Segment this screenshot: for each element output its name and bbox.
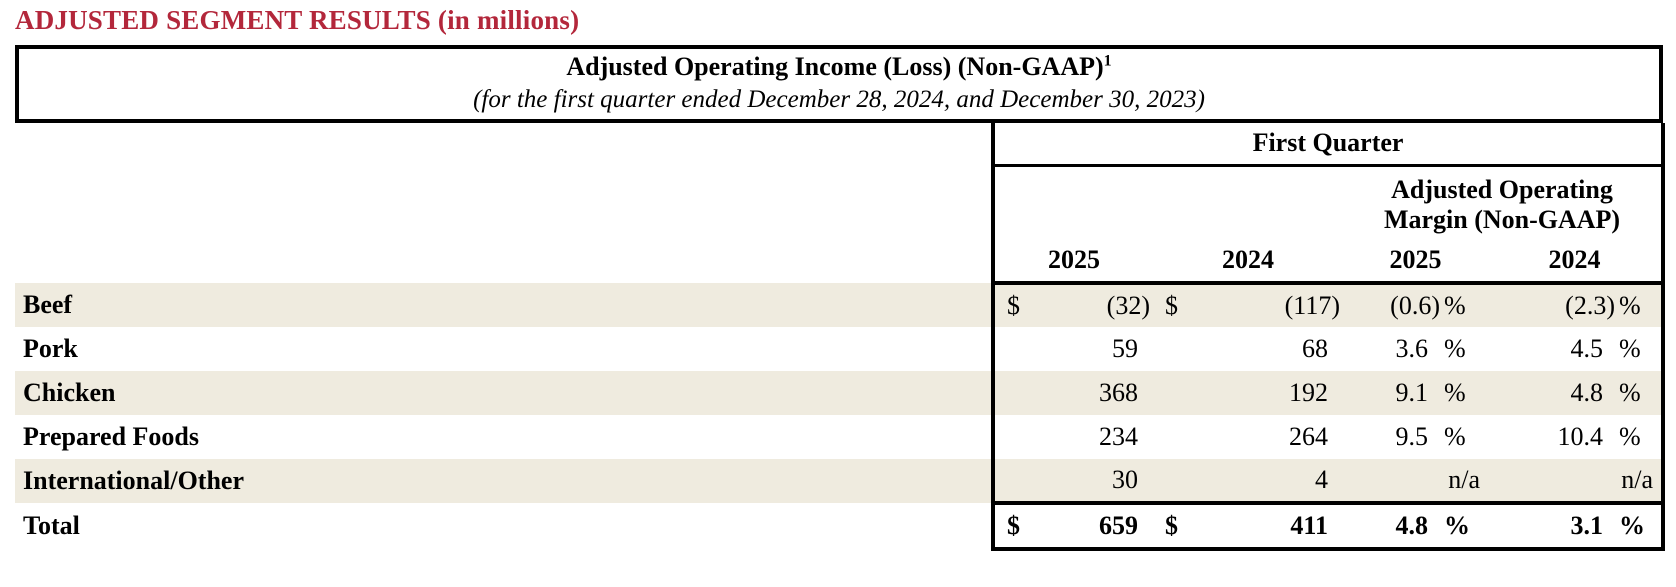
percent-sign: % [1443, 283, 1488, 327]
margin-header-line2: Margin (Non-GAAP) [1383, 205, 1621, 234]
margin-2025-na: n/a [1343, 459, 1488, 503]
dollar-column-spacer [993, 327, 1023, 371]
segment-label: Prepared Foods [23, 422, 199, 451]
table-title [19, 50, 1659, 84]
dollar-column-spacer [1153, 371, 1183, 415]
year-header-income-2024: 2024 [1153, 237, 1343, 283]
margin-2025-value: 9.5 [1395, 422, 1428, 451]
header-left-spacer [15, 165, 993, 237]
dollar-column-spacer [1153, 415, 1183, 459]
margin-2024-value: 4.5 [1570, 334, 1603, 363]
income-2024-value: (117) [1183, 283, 1343, 327]
table-subtitle: (for the first quarter ended December 28, 2024, and December 30, 2023) [473, 86, 1205, 113]
margin-2025-value: (0.6) [1343, 283, 1443, 327]
margin-2025-value: 4.8 [1343, 503, 1443, 549]
table-title-text: Adjusted Operating Income (Loss) (Non-GAAP) [566, 52, 1104, 81]
margin-2025-value: 9.1 [1343, 371, 1443, 415]
dollar-column-spacer [993, 371, 1023, 415]
income-2025-value: 234 [1099, 422, 1138, 451]
percent-sign: % [1618, 327, 1663, 371]
income-2025-value: (32) [1023, 283, 1153, 327]
segment-label: Beef [15, 283, 993, 327]
income-2025-value: 59 [1112, 334, 1138, 363]
percent-sign: % [1443, 371, 1488, 415]
header-left-spacer [15, 237, 993, 283]
margin-2024-na: n/a [1488, 459, 1663, 503]
income-2025-value: 30 [1023, 459, 1153, 503]
dollar-sign: $ [993, 503, 1023, 549]
header-left-spacer [15, 123, 993, 165]
margin-2024-value: (2.3) [1488, 283, 1618, 327]
page-title: ADJUSTED SEGMENT RESULTS (in millions) [15, 5, 580, 35]
dollar-column-spacer [993, 415, 1023, 459]
percent-sign: % [1444, 422, 1466, 451]
margin-2024-value: 4.8 [1488, 371, 1618, 415]
margin-2024-value: 10.4 [1557, 422, 1603, 451]
margin-header-spacer [993, 165, 1343, 237]
dollar-sign: $ [993, 283, 1023, 327]
table-row-total [15, 503, 1663, 549]
margin-header-line1: Adjusted Operating [1391, 175, 1613, 204]
table-row-beef [15, 283, 1663, 327]
table-row-prepared-foods [15, 415, 1663, 459]
column-group-header: First Quarter [993, 123, 1663, 165]
income-2025-value: 368 [1023, 371, 1153, 415]
table-row-chicken [15, 371, 1663, 415]
year-header-margin-2025: 2025 [1343, 237, 1488, 283]
segment-label: Total [23, 511, 80, 540]
year-header-row [15, 237, 1663, 283]
dollar-column-spacer [993, 459, 1023, 503]
margin-header [1343, 165, 1663, 237]
margin-2024-value: 3.1 [1488, 503, 1618, 549]
table-title-box [15, 45, 1663, 123]
income-2024-value: 264 [1289, 422, 1328, 451]
income-2024-value: 411 [1183, 503, 1343, 549]
percent-sign: % [1618, 503, 1663, 549]
segment-results-section [15, 45, 1663, 551]
dollar-sign: $ [1153, 283, 1183, 327]
dollar-column-spacer [1153, 459, 1183, 503]
income-2024-value: 192 [1183, 371, 1343, 415]
column-group-row [15, 123, 1663, 165]
table-row-international-other [15, 459, 1663, 503]
year-header-income-2025: 2025 [993, 237, 1153, 283]
percent-sign: % [1618, 415, 1663, 459]
income-2024-value: 4 [1183, 459, 1343, 503]
dollar-sign: $ [1153, 503, 1183, 549]
dollar-column-spacer [1153, 327, 1183, 371]
year-header-margin-2024: 2024 [1488, 237, 1663, 283]
segment-label: Chicken [15, 371, 993, 415]
percent-sign: % [1618, 283, 1663, 327]
percent-sign: % [1618, 371, 1663, 415]
margin-2025-value: 3.6 [1395, 334, 1428, 363]
segment-label: Pork [23, 334, 78, 363]
segment-results-table [15, 123, 1665, 551]
footnote-marker: 1 [1103, 52, 1112, 70]
segment-label: International/Other [15, 459, 993, 503]
income-2025-value: 659 [1023, 503, 1153, 549]
table-row-pork [15, 327, 1663, 371]
percent-sign: % [1443, 503, 1488, 549]
margin-header-row [15, 165, 1663, 237]
percent-sign: % [1444, 334, 1466, 363]
income-2024-value: 68 [1302, 334, 1328, 363]
